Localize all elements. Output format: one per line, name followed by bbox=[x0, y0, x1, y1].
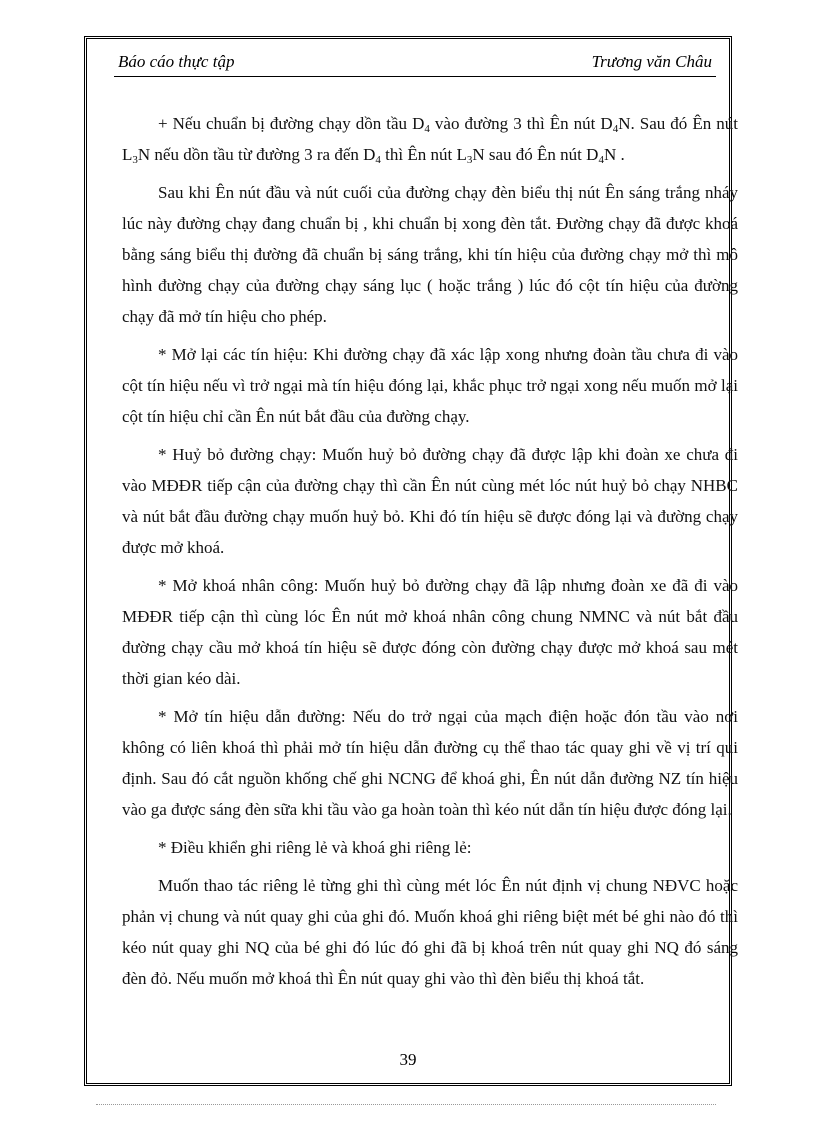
paragraph-individual-switch: Muốn thao tác riêng lẻ từng ghi thì cùng mét lóc Ên nút định vị chung NĐVC hoặc phản vị chung và nút quay ghi của ghi đó. Muốn khoá ghi riêng biệt mét bé ghi nào đó thì kéo nút quay ghi NQ của bé ghi đó lúc đó ghi đã bị khoá trên nút quay ghi NQ đó sáng đèn đỏ. Nếu muốn mở khoá thì Ên nút quay ghi vào thì đèn biểu thị khoá tắt. bbox=[122, 876, 738, 988]
header-rule bbox=[114, 76, 716, 77]
bottom-dotted-line bbox=[96, 1104, 716, 1105]
paragraph-manual-unlock: * Mở khoá nhân công: Muốn huỷ bỏ đường chạy đã lập nhưng đoàn xe đã đi vào MĐĐR tiếp cận thì cùng lóc Ên nút mở khoá nhân công chung NMNC và nút bắt đầu đường chạy cầu mở khoá tín hiệu sẽ được đóng còn đường chạy được mở khoá sau mét thời gian kéo dài. bbox=[122, 576, 738, 688]
page-header bbox=[118, 52, 712, 78]
paragraph-route-d4: + Nếu chuẩn bị đường chạy dồn tầu $D_4$ vào đường 3 thì Ên nút $D_4N$. Sau đó Ên nút $L_3N$ nếu dồn tầu từ đường 3 ra đến $D_4$ thì Ên nút $L_3N$ sau đó Ên nút $D_4N$ . bbox=[122, 114, 738, 166]
header-author: Trương văn Châu bbox=[591, 52, 712, 71]
paragraph-guide-signal: * Mở tín hiệu dẫn đường: Nếu do trở ngại của mạch điện hoặc đón tầu vào nơi không có liên khoá thì phải mở tín hiệu dẫn đường cụ thể thao tác quay ghi về vị trí qui định. Sau đó cắt nguồn khống chế ghi NCNG để khoá ghi, Ên nút dẫn đường NZ tín hiệu vào ga được sáng đèn sữa khi tầu vào ga hoàn toàn thì kéo nút dẫn tín hiệu được đóng lại. bbox=[122, 707, 738, 819]
page-number: 39 bbox=[399, 1050, 417, 1069]
header-report-title: Báo cáo thực tập bbox=[118, 52, 235, 71]
paragraph-cancel-route: * Huỷ bỏ đường chạy: Muốn huỷ bỏ đường chạy đã được lập khi đoàn xe chưa đi vào MĐĐR tiếp cận của đường chạy thì cần Ên nút cùng mét lóc nút huỷ bỏ chạy NHBC và nút bắt đầu đường chạy muốn huỷ bỏ. Khi đó tín hiệu sẽ được đóng lại và đường chạy được mở khoá. bbox=[122, 445, 738, 557]
document-body bbox=[122, 108, 738, 1001]
paragraph-individual-switch-heading: * Điều khiển ghi riêng lẻ và khoá ghi riêng lẻ: bbox=[158, 838, 472, 857]
paragraph-route-indication: Sau khi Ên nút đầu và nút cuối của đường chạy đèn biểu thị nút Ên sáng trắng nháy lúc này đường chạy đang chuẩn bị , khi chuẩn bị xong đèn tắt. Đường chạy đã được khoá bằng sáng biểu thị đường đã chuẩn bị sáng trắng, khi tín hiệu của đường chạy mở thì mô hình đường chạy của đường chạy sáng lục ( hoặc trắng ) lúc đó cột tín hiệu của đường chạy đã mở tín hiệu cho phép. bbox=[122, 183, 738, 326]
paragraph-reopen-signals: * Mở lại các tín hiệu: Khi đường chạy đã xác lập xong nhưng đoàn tầu chưa đi vào cột tín hiệu nếu vì trở ngại mà tín hiệu đóng lại, khắc phục trở ngại xong nếu muốn mở lại cột tín hiệu chỉ cần Ên nút bắt đầu của đường chạy. bbox=[122, 345, 738, 426]
